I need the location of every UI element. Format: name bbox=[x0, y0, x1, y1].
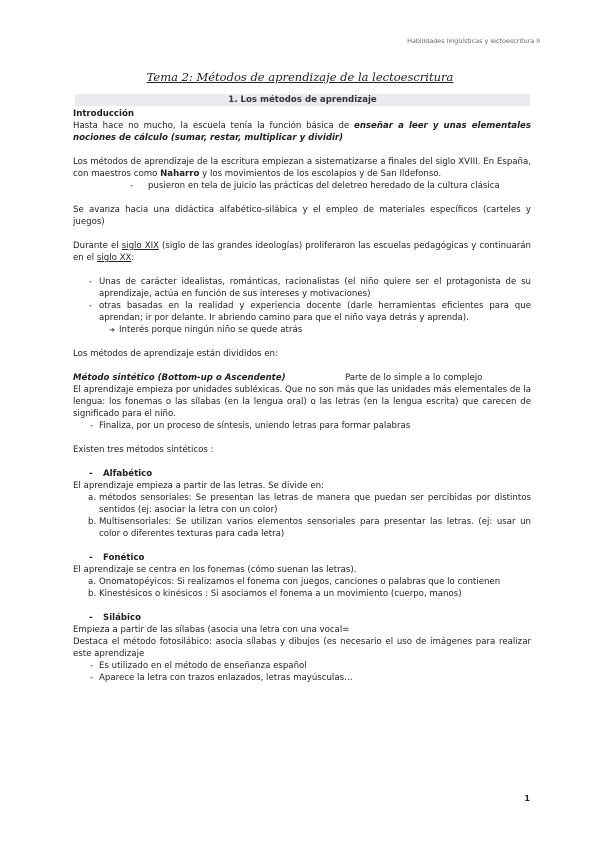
list-item bbox=[73, 576, 531, 588]
silabico-paragraph-2: Destaca el método fotosilábico: asocia sílabas y dibujos (es necesario el uso de imágenes para realizar este aprendizaje bbox=[73, 637, 531, 659]
text: Silábico bbox=[103, 613, 141, 623]
page-number: 1 bbox=[524, 794, 530, 803]
intro-list bbox=[73, 276, 531, 324]
fonetico-heading: - Fonético bbox=[89, 553, 145, 563]
sintetico-heading-row bbox=[73, 372, 531, 384]
text: Onomatopéyicos: Si realizamos el fonema con juegos, canciones o palabras que lo contienen bbox=[99, 577, 501, 587]
intro-paragraph-3: Se avanza hacia una didáctica alfabético-silábica y el empleo de materiales específicos (carteles y juegos) bbox=[73, 205, 531, 227]
alfabetico-paragraph: El aprendizaje empieza a partir de las letras. Se divide en: bbox=[73, 481, 324, 491]
list-item: - Es utilizado en el método de enseñanza español bbox=[73, 660, 531, 672]
list-item: - Aparece la letra con trazos enlazados, letras mayúsculas… bbox=[73, 672, 531, 684]
text: Kinestésicos o kinésicos : Si asociamos el fonema a un movimiento (cuerpo, manos) bbox=[99, 589, 462, 599]
page-title: Tema 2: Métodos de aprendizaje de la lectoescritura bbox=[146, 70, 454, 84]
arrow-item bbox=[73, 324, 531, 336]
alfabetico-heading: - Alfabético bbox=[89, 469, 153, 479]
list-marker: b. bbox=[88, 517, 97, 527]
list-item: - Finaliza, por un proceso de síntesis, uniendo letras para formar palabras bbox=[73, 420, 531, 432]
text: Durante el bbox=[73, 241, 122, 251]
list-item bbox=[73, 588, 531, 600]
sintetico-paragraph: El aprendizaje empieza por unidades subléxicas. Que no son más que las unidades más elementales de la lengua: los fonemas o las sílabas (en la lengua oral) o las letras (en la lengua escrita) que carecen de significado para el niño. bbox=[73, 385, 531, 419]
text: Multisensoriales: Se utilizan varios elementos sensoriales para presentar las letras. (ej: usar un color o diferentes texturas para cada letra) bbox=[99, 517, 531, 539]
sintetico-paragraph-2: Existen tres métodos sintéticos : bbox=[73, 445, 214, 455]
arrow-icon: ➔ bbox=[109, 326, 115, 334]
underlined-text: siglo XIX bbox=[121, 241, 160, 251]
text: Los métodos de aprendizaje de la escritura empiezan a sistematizarse a finales del siglo XVIII. En España, con maestros como bbox=[73, 157, 531, 179]
silabico-paragraph-1: Empieza a partir de las sílabas (asocia una letra con una vocal= bbox=[73, 625, 350, 635]
list-item bbox=[73, 516, 531, 540]
text: Hasta hace no mucho, la escuela tenía la función básica de bbox=[73, 121, 354, 131]
intro-sublist bbox=[73, 180, 531, 192]
emphasis: Naharro bbox=[160, 169, 200, 179]
intro-heading: Introducción bbox=[73, 109, 134, 119]
list-item: - Unas de carácter idealistas, románticas, racionalistas (el niño quiere ser el protagonista de su aprendizaje, actúa en función de sus intereses y motivaciones) bbox=[73, 276, 531, 300]
intro-paragraph-2 bbox=[73, 156, 531, 180]
list-item: - pusieron en tela de juicio las prácticas del deletreo heredado de la cultura clásica bbox=[73, 180, 531, 192]
intro-paragraph-1 bbox=[73, 120, 531, 144]
silabico-list bbox=[73, 660, 531, 684]
intro-paragraph-4 bbox=[73, 240, 531, 264]
list-marker: b. bbox=[88, 589, 97, 599]
running-header: Habilidades lingüísticas y lectoescritura II bbox=[407, 37, 540, 45]
text: (siglo de las grandes ideologías) proliferaron las escuelas pedagógicas y continuarán en el bbox=[73, 241, 532, 263]
underlined-text: siglo XX bbox=[96, 253, 132, 263]
text: y los movimientos de los escolapios y de San Ildefonso. bbox=[199, 169, 442, 179]
text: : bbox=[131, 253, 135, 263]
list-item: - otras basadas en la realidad y experiencia docente (darle herramientas eficientes para que aprendan; ir por delante. Ir abriendo camino para que el niño vaya detrás y aprenda). bbox=[73, 300, 531, 324]
silabico-heading: - Silábico bbox=[89, 613, 141, 623]
sintetico-list bbox=[73, 420, 531, 432]
emphasis: enseñar a leer y unas elementales nociones de cálculo (sumar, restar, multiplicar y dividir) bbox=[73, 121, 531, 143]
fonetico-list bbox=[73, 576, 531, 600]
section-heading: 1. Los métodos de aprendizaje bbox=[75, 94, 530, 106]
sintetico-heading: Método sintético (Bottom-up o Ascendente) bbox=[73, 373, 286, 383]
sintetico-note: Parte de lo simple a lo complejo bbox=[345, 373, 483, 383]
alfabetico-list bbox=[73, 492, 531, 540]
list-item bbox=[73, 492, 531, 516]
list-marker: a. bbox=[88, 577, 96, 587]
text: Interés porque ningún niño se quede atrás bbox=[119, 325, 303, 335]
document-body bbox=[73, 108, 531, 684]
fonetico-paragraph: El aprendizaje se centra en los fonemas (cómo suenan las letras). bbox=[73, 565, 357, 575]
intro-paragraph-5: Los métodos de aprendizaje están divididos en: bbox=[73, 349, 278, 359]
text: Alfabético bbox=[103, 469, 153, 479]
text: métodos sensoriales: Se presentan las letras de manera que puedan ser percibidas por distintos sentidos (ej: asociar la letra con un color) bbox=[99, 493, 531, 515]
list-marker: a. bbox=[88, 493, 96, 503]
text: Fonético bbox=[103, 553, 145, 563]
